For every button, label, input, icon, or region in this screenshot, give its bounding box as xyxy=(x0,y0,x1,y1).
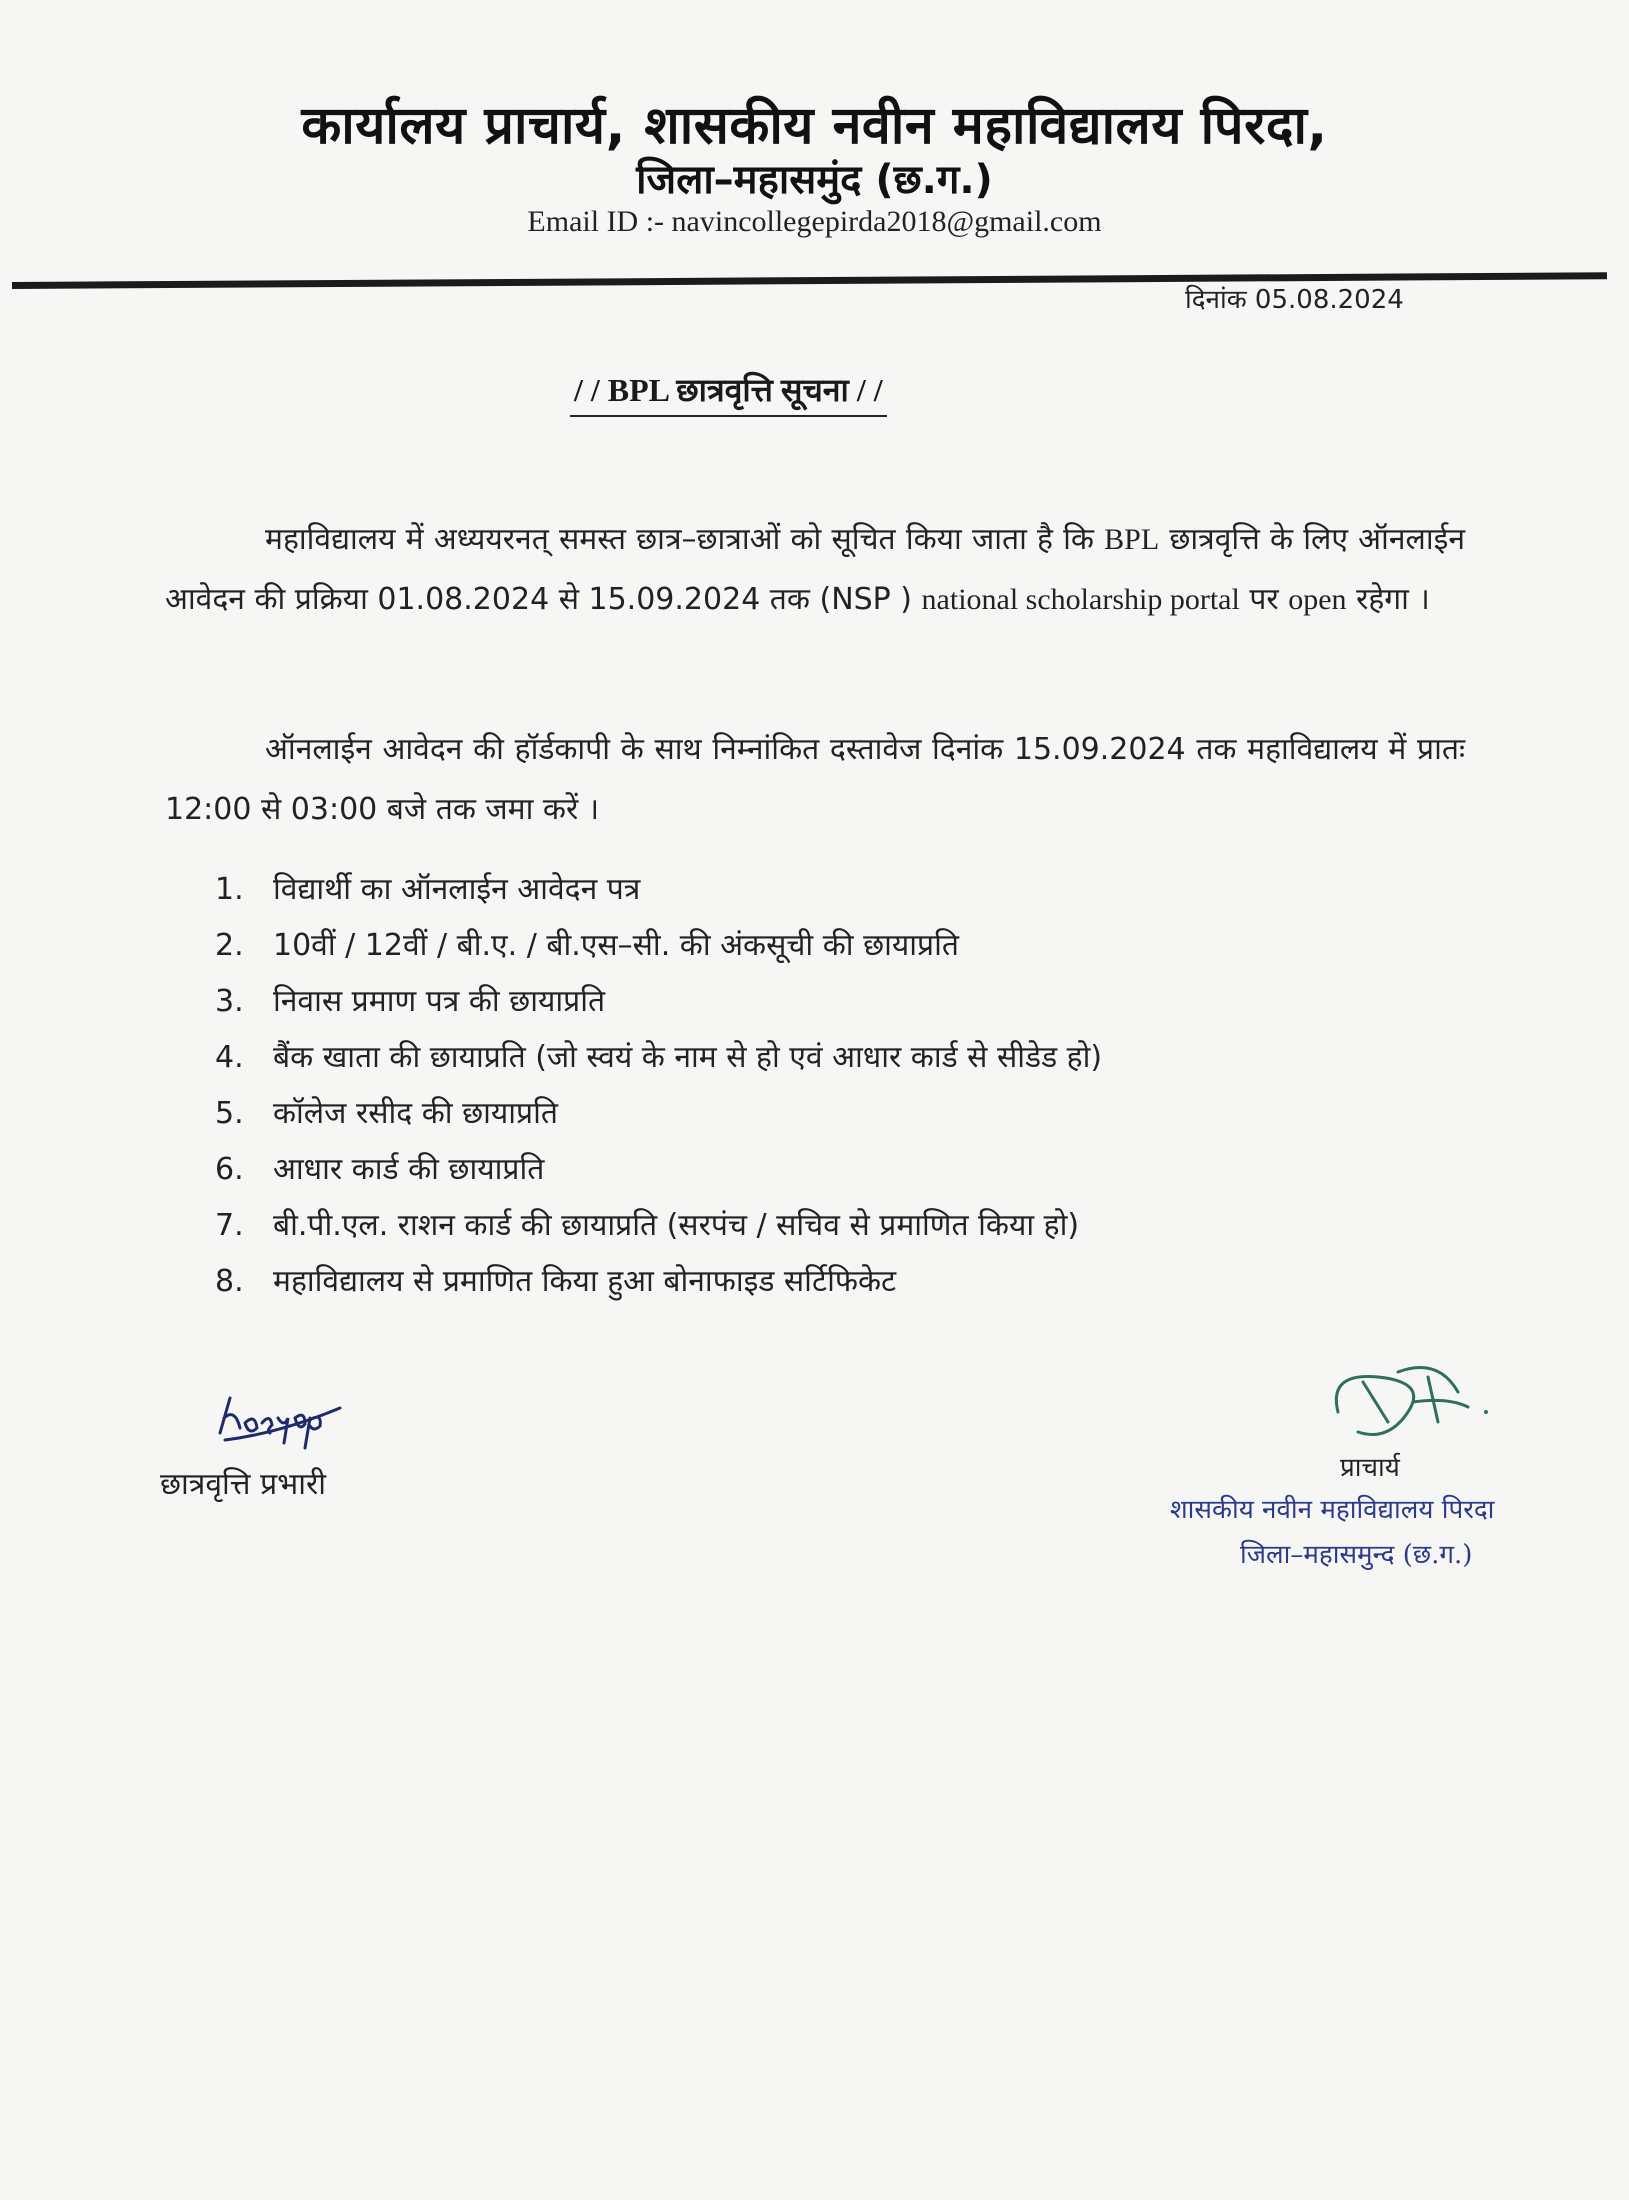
principal-signature xyxy=(1318,1352,1498,1462)
college-stamp-line1: शासकीय नवीन महाविद्यालय पिरदा xyxy=(1170,1495,1495,1525)
para1-part3: पर xyxy=(1239,582,1289,617)
documents-list xyxy=(215,862,1102,1310)
principal-label: प्राचार्य xyxy=(1340,1453,1400,1483)
list-item: 6. आधार कार्ड की छायाप्रति xyxy=(215,1152,545,1187)
email-line: Email ID :- navincollegepirda2018@gmail.com xyxy=(527,205,1102,238)
list-item: 4. बैंक खाता की छायाप्रति (जो स्वयं के नाम से हो एवं आधार कार्ड से सीडेड हो) xyxy=(215,1040,1103,1075)
list-item: 8. महाविद्यालय से प्रमाणित किया हुआ बोनाफाइड सर्टिफिकेट xyxy=(215,1264,897,1299)
list-item: 1. विद्यार्थी का ऑनलाईन आवेदन पत्र xyxy=(215,872,641,907)
list-item: 5. कॉलेज रसीद की छायाप्रति xyxy=(215,1096,558,1131)
para1-part2: छात्रवृत्ति के लिए ऑनलाईन आवेदन की प्रक्रिया 01.08.2024 से 15.09.2024 तक (NSP ) xyxy=(165,522,1465,617)
college-stamp-line2: जिला–महासमुन्द (छ.ग.) xyxy=(1240,1540,1473,1570)
paragraph-scholarship-info xyxy=(165,510,1465,630)
list-item: 7. बी.पी.एल. राशन कार्ड की छायाप्रति (सरपंच / सचिव से प्रमाणित किया हो) xyxy=(215,1208,1080,1243)
paragraph-submission-info: ऑनलाईन आवेदन की हॉर्डकापी के साथ निम्नांकित दस्तावेज दिनांक 15.09.2024 तक महाविद्यालय में प्रातः 12:00 से 03:00 बजे तक जमा करें । xyxy=(165,732,1465,827)
notice-date: दिनांक 05.08.2024 xyxy=(1185,285,1404,315)
para1-portal: national scholarship portal xyxy=(921,583,1240,616)
scholarship-incharge-label: छात्रवृत्ति प्रभारी xyxy=(160,1467,327,1502)
list-item: 2. 10वीं / 12वीं / बी.ए. / बी.एस–सी. की अंकसूची की छायाप्रति xyxy=(215,928,959,963)
para1-bpl: BPL xyxy=(1104,523,1160,556)
notice-title: / / BPL छात्रवृत्ति सूचना / / xyxy=(570,368,887,417)
para1-part4: रहेगा । xyxy=(1346,582,1430,617)
list-item: 3. निवास प्रमाण पत्र की छायाप्रति xyxy=(215,984,606,1019)
district-line: जिला–महासमुंद (छ.ग.) xyxy=(636,157,993,203)
para1-open: open xyxy=(1288,583,1347,616)
para1-part1: महाविद्यालय में अध्ययरनत् समस्त छात्र–छात्राओं को सूचित किया जाता है कि xyxy=(265,522,1105,557)
scholarship-incharge-signature xyxy=(200,1378,360,1458)
office-title: कार्यालय प्राचार्य, शासकीय नवीन महाविद्यालय पिरदा, xyxy=(301,96,1328,156)
